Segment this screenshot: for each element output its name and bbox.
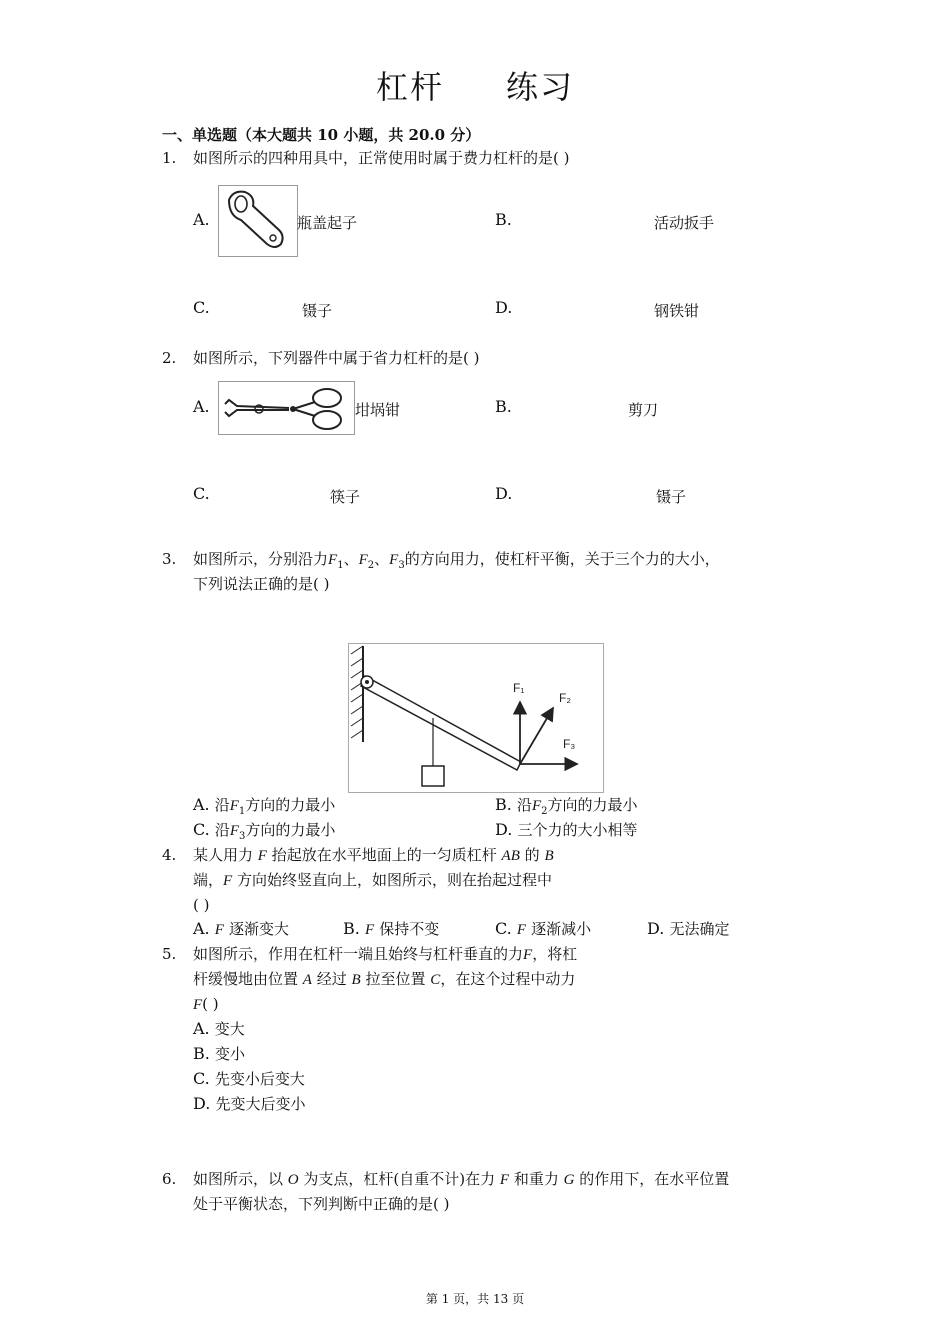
q5-line3-text: ( )	[202, 995, 219, 1013]
q3-sub-1: 1	[337, 560, 344, 571]
label-f3: F₃	[563, 737, 576, 751]
q4-option-d-letter: D.	[647, 919, 665, 938]
q1-option-b-text: 活动扳手	[654, 214, 715, 232]
q3-f-symbol: F	[389, 552, 399, 568]
q4-option-a-letter: A.	[193, 919, 210, 938]
q2-option-a-letter[interactable]: A.	[193, 397, 210, 416]
q3-option-a[interactable]	[193, 794, 335, 817]
q4-option-d[interactable]	[647, 918, 729, 939]
q4-line3: ( )	[193, 896, 210, 914]
q1-option-a-text: 瓶盖起子	[297, 214, 358, 232]
q2-number: 2.	[162, 349, 177, 367]
bottle-opener-image	[218, 185, 298, 257]
q3-option-c-pre: 沿	[214, 821, 230, 839]
q5-option-d-text: 先变大后变小	[215, 1095, 306, 1113]
q5-option-b-letter: B.	[193, 1044, 210, 1063]
q6-line1-b: 为支点，杠杆(自重不计)在力	[303, 1170, 496, 1188]
q4-line1-b: 抬起放在水平地面上的一匀质杠杆	[271, 846, 497, 864]
q3-option-d[interactable]	[495, 819, 637, 840]
crucible-tongs-icon	[219, 382, 354, 434]
q3-option-b-f: F	[531, 798, 542, 814]
q4-option-c[interactable]	[495, 918, 591, 939]
q1-option-d-text: 钢铁钳	[654, 302, 700, 320]
q3-option-c-sub: 3	[239, 831, 246, 842]
title-part1: 杠杆	[375, 68, 444, 106]
q3-sub-3: 3	[398, 560, 405, 571]
q3-option-a-letter: A.	[193, 795, 210, 814]
q4-line2	[193, 868, 552, 894]
q5-line2-b: 经过	[316, 970, 347, 988]
q5-line1-b: ，将杠	[532, 945, 578, 963]
q5-option-d[interactable]	[193, 1093, 305, 1114]
q5-line2-c: 拉至位置	[365, 970, 426, 988]
q3-option-b-post: 方向的力最小	[547, 796, 638, 814]
q5-option-c-letter: C.	[193, 1069, 210, 1088]
lever-force-diagram	[348, 643, 604, 793]
q5-line3	[193, 992, 219, 1018]
q4-line2-b: 方向始终竖直向上，如图所示，则在抬起过程中	[236, 871, 552, 889]
label-f2: F₂	[559, 691, 571, 705]
q4-line1-a: 某人用力	[193, 846, 254, 864]
q1-option-a-letter[interactable]: A.	[193, 210, 210, 229]
q2-option-c-letter[interactable]: C.	[193, 484, 210, 503]
q4-f-symbol: F	[223, 873, 233, 889]
q3-option-a-sub: 1	[238, 806, 246, 817]
q2-option-b-text: 剪刀	[628, 401, 659, 419]
label-f1: F₁	[513, 681, 525, 695]
q3-option-b[interactable]	[495, 794, 638, 817]
q3-option-c[interactable]	[193, 819, 335, 842]
q3-sep-2: 、	[374, 550, 390, 568]
q5-option-b-text: 变小	[214, 1045, 245, 1063]
q5-line1-a: 如图所示，作用在杠杆一端且始终与杠杆垂直的力	[193, 945, 524, 963]
q5-b-symbol: B	[351, 972, 361, 988]
title-part2: 练习	[506, 68, 575, 106]
q4-number: 4.	[162, 846, 177, 864]
q4-option-b-text: 保持不变	[379, 920, 440, 938]
q6-line1-a: 如图所示，以	[193, 1170, 284, 1188]
q3-stem-part-a: 如图所示，分别沿力	[193, 550, 329, 568]
q2-option-b-letter[interactable]: B.	[495, 397, 512, 416]
q1-option-b-letter[interactable]: B.	[495, 210, 512, 229]
q6-line1	[193, 1167, 729, 1193]
q4-option-a[interactable]	[193, 918, 289, 939]
q3-option-a-f: F	[229, 798, 239, 814]
q3-option-b-pre: 沿	[516, 796, 532, 814]
q5-line2	[193, 967, 575, 993]
q5-line2-d: ，在这个过程中动力	[440, 970, 576, 988]
q3-option-a-pre: 沿	[214, 796, 230, 814]
q5-option-c-text: 先变小后变大	[214, 1070, 305, 1088]
q5-number: 5.	[162, 945, 177, 963]
q4-line2-a: 端，	[193, 871, 224, 889]
section-header: 一、单选题（本大题共 10 小题，共 20.0 分）	[162, 126, 481, 144]
q5-line2-a: 杆缓慢地由位置	[193, 970, 299, 988]
q5-option-d-letter: D.	[193, 1094, 211, 1113]
q5-option-b[interactable]	[193, 1043, 245, 1064]
q1-number: 1.	[162, 149, 177, 167]
q2-option-c-text: 筷子	[330, 488, 361, 506]
q6-line1-d: 的作用下，在水平位置	[579, 1170, 730, 1188]
q4-b-symbol: B	[544, 848, 554, 864]
q6-line1-c: 和重力	[513, 1170, 559, 1188]
q1-option-c-text: 镊子	[302, 302, 333, 320]
q5-option-a[interactable]	[193, 1018, 245, 1039]
q6-line2: 处于平衡状态，下列判断中正确的是( )	[193, 1195, 450, 1213]
q3-option-b-sub: 2	[541, 806, 548, 817]
bottle-opener-icon	[219, 186, 297, 256]
q3-option-a-post: 方向的力最小	[245, 796, 336, 814]
weight-block	[422, 766, 444, 786]
q4-line1	[193, 843, 554, 869]
q4-line1-c: 的	[524, 846, 540, 864]
q5-f-symbol: F	[193, 997, 203, 1013]
q3-f-symbol: F	[358, 552, 368, 568]
q4-option-c-text: 逐渐减小	[531, 920, 592, 938]
q4-option-c-letter: C.	[495, 919, 512, 938]
q2-option-d-text: 镊子	[656, 488, 687, 506]
q3-option-d-letter: D.	[495, 820, 513, 839]
q5-option-a-letter: A.	[193, 1019, 210, 1038]
page-footer: 第 1 页，共 13 页	[425, 1292, 525, 1306]
lever-diagram-svg	[349, 644, 603, 792]
q5-line1	[193, 942, 577, 968]
q1-option-c-letter[interactable]: C.	[193, 298, 210, 317]
q3-stem-line2: 下列说法正确的是( )	[193, 575, 330, 593]
q4-ab-symbol: AB	[501, 848, 520, 864]
q5-option-a-text: 变大	[214, 1020, 245, 1038]
q4-f-symbol: F	[257, 848, 267, 864]
q2-option-a-text: 坩埚钳	[355, 401, 401, 419]
q4-option-a-text: 逐渐变大	[229, 920, 290, 938]
q4-option-b-letter: B.	[343, 919, 360, 938]
q5-f-symbol: F	[523, 947, 533, 963]
q4-option-b[interactable]	[343, 918, 439, 939]
q1-option-d-letter[interactable]: D.	[495, 298, 513, 317]
q3-option-b-letter: B.	[495, 795, 512, 814]
q4-option-a-f: F	[214, 922, 224, 938]
q6-g-symbol: G	[563, 1172, 575, 1188]
force-f2-arrow	[520, 708, 553, 764]
q3-f-symbol: F	[328, 552, 338, 568]
q2-option-d-letter[interactable]: D.	[495, 484, 513, 503]
q3-option-c-f: F	[229, 823, 240, 839]
q3-sep-1: 、	[343, 550, 359, 568]
q6-f-symbol: F	[499, 1172, 510, 1188]
q3-option-c-post: 方向的力最小	[245, 821, 336, 839]
q3-number: 3.	[162, 550, 177, 568]
lever-bar	[361, 676, 521, 770]
q4-option-d-text: 无法确定	[669, 920, 730, 938]
q3-sub-2: 2	[367, 560, 375, 571]
q5-option-c[interactable]	[193, 1068, 305, 1089]
q6-o-symbol: O	[287, 1172, 299, 1188]
q3-stem-part-b: 的方向用力，使杠杆平衡，关于三个力的大小，	[404, 550, 720, 568]
q1-stem: 如图所示的四种用具中，正常使用时属于费力杠杆的是( )	[193, 149, 570, 167]
q4-option-c-f: F	[516, 922, 527, 938]
q5-a-symbol: A	[302, 972, 312, 988]
q3-option-c-letter: C.	[193, 820, 210, 839]
page-title	[0, 62, 950, 108]
q3-option-d-text: 三个力的大小相等	[517, 821, 638, 839]
q5-c-symbol: C	[430, 972, 441, 988]
q2-stem: 如图所示，下列器件中属于省力杠杆的是( )	[193, 349, 480, 367]
q6-number: 6.	[162, 1170, 177, 1188]
crucible-tongs-image	[218, 381, 355, 435]
q4-option-b-f: F	[364, 922, 375, 938]
